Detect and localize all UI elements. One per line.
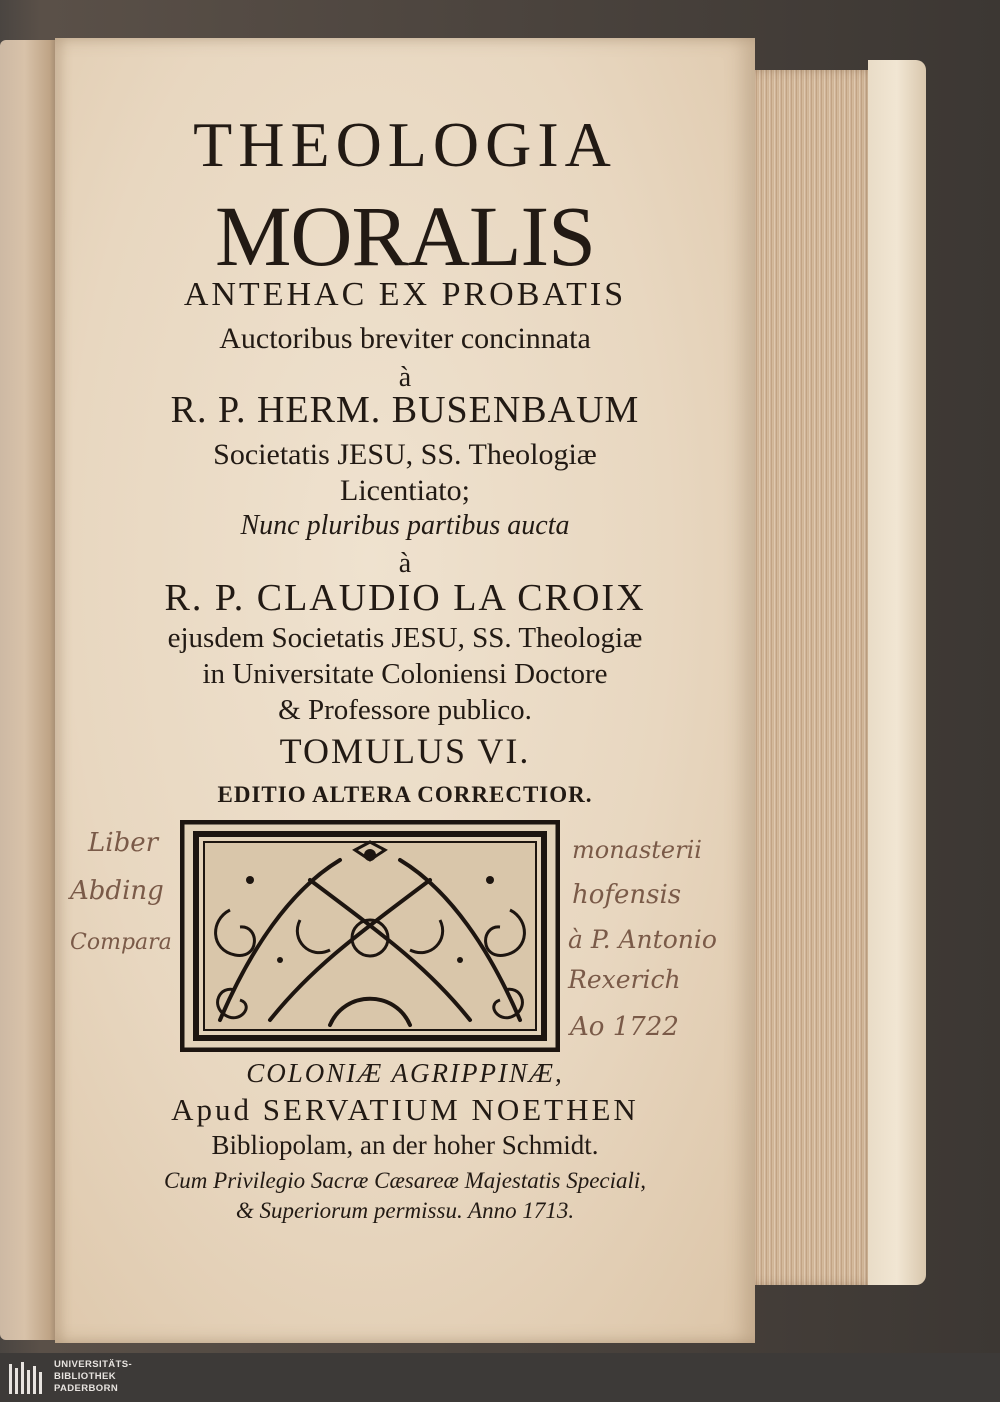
author-affiliation: & Professore publico. <box>278 694 532 726</box>
imprint-address: Bibliopolam, an der hoher Schmidt. <box>211 1130 599 1160</box>
handwritten-word: Rexerich <box>568 965 681 994</box>
woodcut-ornament <box>180 820 560 1052</box>
imprint-date: & Superiorum permissu. Anno 1713. <box>235 1198 575 1223</box>
imprint-privilege: Cum Privilegio Sacræ Cæsareæ Majestatis Speciali, <box>163 1168 647 1193</box>
handwritten-word: Liber <box>88 828 159 858</box>
handwritten-word: Abding <box>70 876 164 906</box>
volume-number: TOMULUS VI. <box>279 731 531 771</box>
edition-note: Nunc pluribus partibus aucta <box>240 510 570 541</box>
author-affiliation: in Universitate Coloniensi Doctore <box>202 658 608 690</box>
subtitle-line: Auctoribus breviter concinnata <box>219 322 591 355</box>
handwritten-word: hofensis <box>572 880 682 910</box>
handwritten-word: monasterii <box>572 836 702 864</box>
handwritten-word: Compara <box>70 930 172 955</box>
subtitle-line: ANTEHAC EX PROBATIS <box>183 276 627 313</box>
title-line-theologia: THEOLOGIA <box>193 109 617 180</box>
edition-note: à <box>398 548 412 579</box>
author-affiliation: Societatis JESU, SS. Theologiæ <box>213 438 597 471</box>
library-footer-bar <box>0 1353 1000 1402</box>
title-line-moralis: MORALIS <box>214 188 596 284</box>
handwritten-word: à P. Antonio <box>568 925 717 954</box>
imprint-place: COLONIÆ AGRIPPINÆ, <box>246 1058 564 1088</box>
library-logo-icon <box>8 1360 46 1396</box>
logo-text-line: UNIVERSITÄTS- <box>54 1359 133 1370</box>
edition-statement: EDITIO ALTERA CORRECTIOR. <box>217 782 593 807</box>
handwritten-word: Ao 1722 <box>570 1012 679 1042</box>
logo-text-line: PADERBORN <box>54 1383 119 1394</box>
author-affiliation: Licentiato; <box>340 474 470 507</box>
vellum-cover-edge <box>868 60 926 1285</box>
author-affiliation: ejusdem Societatis JESU, SS. Theologiæ <box>167 622 643 654</box>
logo-text-line: BIBLIOTHEK <box>54 1371 117 1382</box>
library-logo-text <box>54 1359 132 1395</box>
subtitle-line: à <box>398 362 412 393</box>
imprint-publisher: Apud SERVATIUM NOETHEN <box>171 1092 639 1127</box>
left-board-edge <box>0 40 62 1340</box>
author-la-croix: R. P. CLAUDIO LA CROIX <box>164 577 646 619</box>
page-stack-edge <box>748 70 876 1285</box>
author-busenbaum: R. P. HERM. BUSENBAUM <box>170 389 640 431</box>
